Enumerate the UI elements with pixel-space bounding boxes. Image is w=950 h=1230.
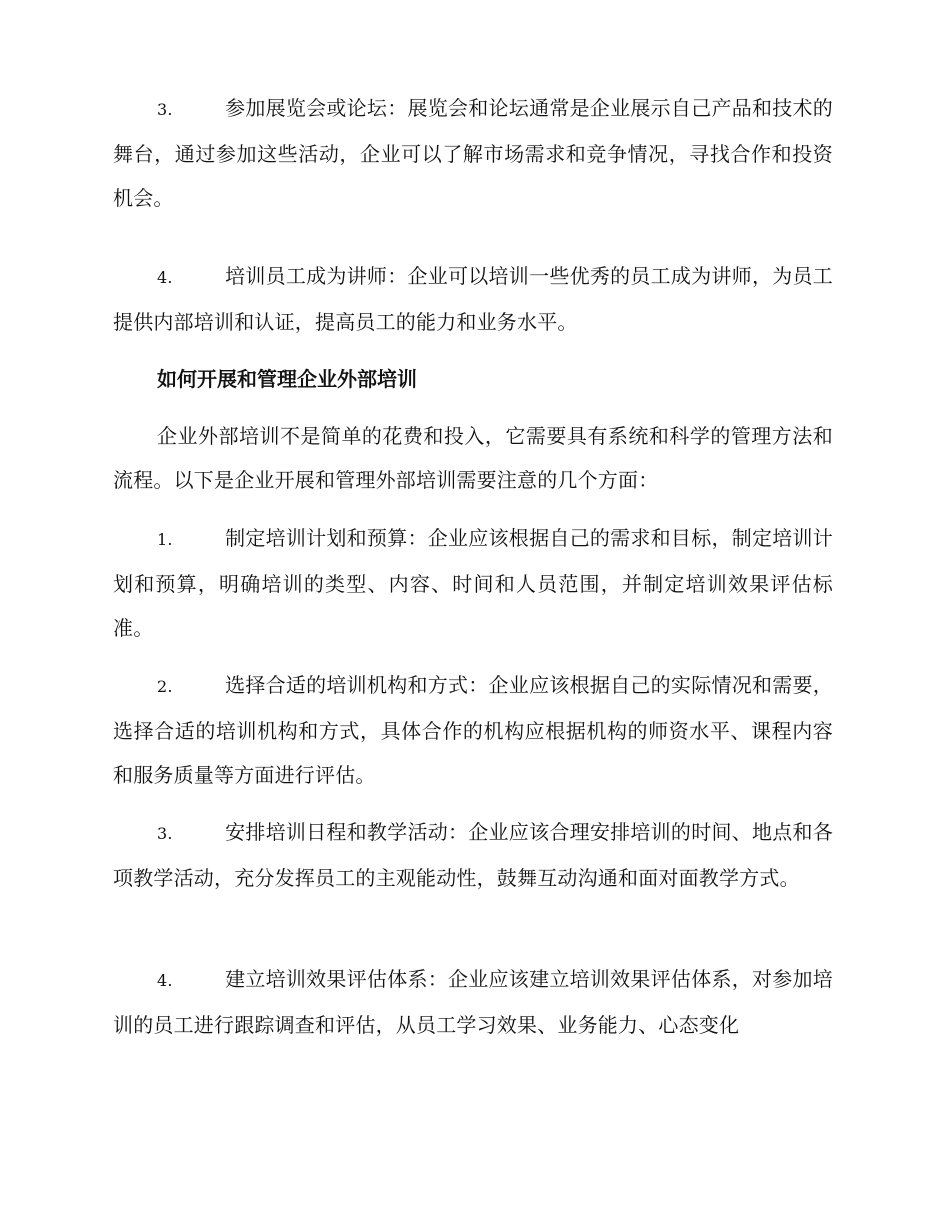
- section-heading: 如何开展和管理企业外部培训: [157, 367, 417, 391]
- list-item-text: 参加展览会或论坛：展览会和论坛通常是企业展示自己产品和技术的舞台，通过参加这些活动，企业可以了解市场需求和竞争情况，寻找合作和投资机会。: [113, 96, 833, 210]
- list-item-text: 制定培训计划和预算：企业应该根据自己的需求和目标，制定培训计划和预算，明确培训的类型、内容、时间和人员范围，并制定培训效果评估标准。: [113, 526, 833, 640]
- list-item: [113, 663, 833, 797]
- list-item-text: 建立培训效果评估体系：企业应该建立培训效果评估体系，对参加培训的员工进行跟踪调查和评估，从员工学习效果、业务能力、心态变化: [113, 967, 833, 1037]
- list-item: [113, 516, 833, 650]
- list-number: 3.: [157, 100, 173, 119]
- list-number: 4.: [157, 268, 173, 287]
- list-item: [113, 86, 833, 220]
- list-item-text: 安排培训日程和教学活动：企业应该合理安排培训的时间、地点和各项教学活动，充分发挥员工的主观能动性，鼓舞互动沟通和面对面教学方式。: [113, 820, 833, 890]
- list-number: 4.: [157, 971, 173, 990]
- list-number: 2.: [157, 677, 173, 696]
- list-number: 1.: [157, 530, 173, 549]
- list-item: [113, 254, 833, 344]
- list-item-text: 选择合适的培训机构和方式：企业应该根据自己的实际情况和需要，选择合适的培训机构和方式，具体合作的机构应根据机构的师资水平、课程内容和服务质量等方面进行评估。: [113, 673, 833, 787]
- list-number: 3.: [157, 824, 173, 843]
- list-item: [113, 957, 833, 1047]
- list-item: [113, 810, 833, 900]
- intro-paragraph: 企业外部培训不是简单的花费和投入，它需要具有系统和科学的管理方法和流程。以下是企业开展和管理外部培训需要注意的几个方面：: [113, 424, 833, 492]
- list-item-text: 培训员工成为讲师：企业可以培训一些优秀的员工成为讲师，为员工提供内部培训和认证，提高员工的能力和业务水平。: [113, 264, 833, 334]
